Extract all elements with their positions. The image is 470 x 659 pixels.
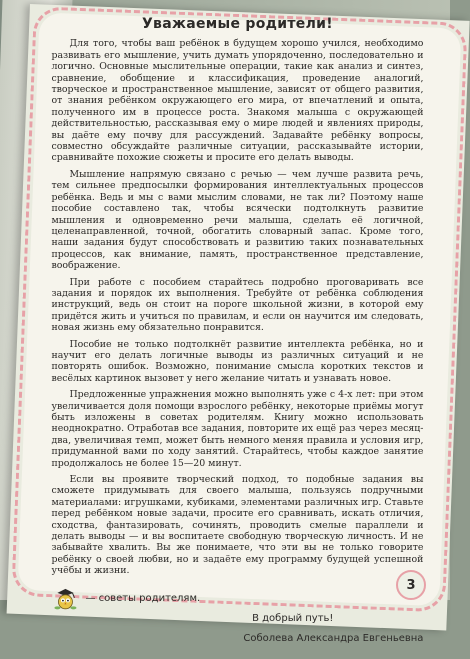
paragraph-1: Для того, чтобы ваш ребёнок в будущем хорошо учился, необходимо развивать его мышление, учить думать упорядоченно, последовательно и логично. Основные мыслительные операции, такие как анализ и синтез, сравнение, обобщение и классификация, проведение аналогий, творческое и пространственное мышление, зависят от общего развития, от знания ребёнком окружающего его мира, от впечатлений и опыта, полученного им в процессе роста. Знакомя малыша с окружающей действительностью, рассказывая ему о мире людей и явлениях природы, вы даёте ему почву для рассуждений. Задавайте ребёнку вопросы, совместно обсуждайте различные ситуации, рассказывайте истории, сравнивайте похожие сюжеты и просите его делать выводы. [51,38,424,164]
paragraph-4: Пособие не только подтолкнёт развитие интеллекта ребёнка, но и научит его делать логичные выводы из различных ситуаций и не повторять ошибок. Возможно, понимание смысла коротких текстов и весёлых картинок вызовет у него желание читать и узнавать новое. [51,338,424,384]
closing-wish: В добрый путь! [252,612,334,624]
paragraph-3: При работе с пособием старайтесь подробно проговаривать все задания и порядок их выполнения. Требуйте от ребёнка соблюдения инструкций, ведь он стоит на пороге школьной жизни, в которой ему придётся жить и учиться по правилам, и если он научится им следовать, новая жизнь ему обязательно понравится. [51,276,424,333]
tip-legend [51,587,423,611]
tip-label: — советы родителям. [85,592,201,604]
author-name: Соболева Александра Евгеньевна [243,632,424,644]
paragraph-6: Если вы проявите творческий подход, то подобные задания вы сможете придумывать для своего малыша, пользуясь подручными материалами: игрушками, кубиками, элементами различных игр. Ставьте перед ребёнком новые задачи, просите его сравнивать, искать отличия, сходства, фантазировать, сочинять, проводить смелые параллели и делать выводы — и вы воспитаете свободную творческую личность. И не забывайте хвалить. Вы же понимаете, что эти вы не только говорите ребёнку о своей любви, но и задаёте ему программу будущей успешной учёбы и жизни. [51,473,424,577]
page-content [51,15,424,645]
page-number: 3 [396,570,426,600]
closing-block [51,613,423,645]
paragraph-5: Предложенные упражнения можно выполнять уже с 4-х лет: при этом увеличивается доля помощи взрослого ребёнку, некоторые приёмы могут быть изложены в советах родителям. Книгу можно использовать неоднократно. Отработав все задания, повторите их ещё раз через месяц-два, увеличивая темп, может быть немного меняя правила и условия игр, придуманной вами по ходу занятий. Старайтесь, чтобы каждое занятие продолжалось не более 15—20 минут. [51,389,424,469]
page-title: Уважаемые родители! [141,15,333,32]
owl-mascot-icon [51,587,79,611]
book-page [7,4,470,644]
paragraph-2: Мышление напрямую связано с речью — чем лучше развита речь, тем сильнее предпосылки формирования интеллектуальных процессов ребёнка. Ведь и мы с вами мыслим словами, не так ли? Поэтому наше пособие составлено так, чтобы всячески подтолкнуть развитие мышления и одновременно речи малыша, сделать её логичной, целенаправленной, точной, обогатить словарный запас. Кроме того, наши задания будут способствовать и развитию таких познавательных процессов, как внимание, память, пространственное представление, воображение. [51,168,424,271]
